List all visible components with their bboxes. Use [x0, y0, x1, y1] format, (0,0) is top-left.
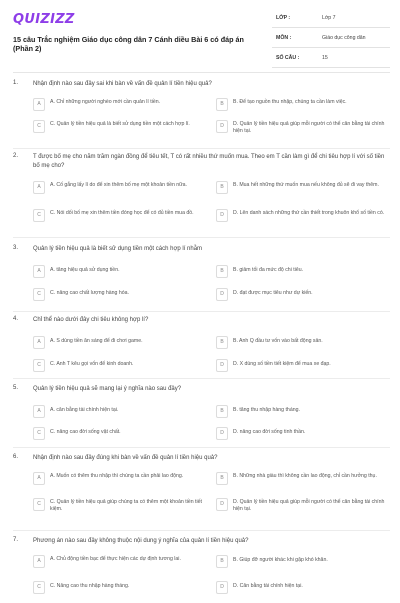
question-text: Nhận định nào sau đây đúng khi bàn về vấn đề quản lí tiền hiệu quả? — [33, 455, 218, 461]
meta-row-class — [272, 8, 390, 28]
option-badge: A — [33, 265, 45, 278]
question-divider — [13, 148, 390, 149]
option-badge: A — [33, 98, 45, 111]
option-text: B. Anh Q đầu tư vốn vào bất động sản. — [233, 338, 323, 344]
option-a[interactable] — [33, 555, 203, 577]
option-d[interactable] — [216, 427, 386, 449]
meta-table — [272, 8, 390, 68]
option-c[interactable] — [33, 288, 203, 310]
option-text: A. tăng hiệu quả sử dụng tiền. — [50, 267, 120, 273]
question-divider — [13, 447, 390, 448]
option-text: D. đạt được mục tiêu như dự kiến. — [233, 290, 313, 296]
option-badge: C — [33, 120, 45, 133]
option-b[interactable] — [216, 98, 386, 120]
option-a[interactable] — [33, 265, 203, 287]
option-b[interactable] — [216, 336, 386, 358]
option-badge: A — [33, 555, 45, 568]
option-badge: D — [216, 209, 228, 222]
option-c[interactable] — [33, 498, 203, 520]
option-text: D. X dùng số tiền tiết kiệm để mua xe đạp. — [233, 361, 331, 367]
question-divider — [13, 530, 390, 531]
option-text: D. Lên danh sách những thứ cần thiết trong khuôn khổ số tiền có. — [233, 210, 385, 216]
option-badge: C — [33, 359, 45, 372]
option-text: A. cân bằng tài chính hiện tại. — [50, 407, 119, 413]
option-text: A. Cố gắng lấy lí do để xin thêm bố mẹ một khoản tiền nữa. — [50, 182, 187, 188]
option-text: B. Mua hết những thứ muốn mua nếu không đủ sẽ đi vay thêm. — [233, 182, 379, 188]
option-badge: D — [216, 288, 228, 301]
meta-value: 15 — [322, 54, 328, 61]
option-badge: A — [33, 405, 45, 418]
option-d[interactable] — [216, 498, 386, 520]
option-badge: C — [33, 581, 45, 594]
option-text: C. Nói dối bố mẹ xin thêm tiền đóng học để có đủ tiền mua đồ. — [50, 210, 194, 216]
option-c[interactable] — [33, 120, 203, 142]
option-d[interactable] — [216, 288, 386, 310]
option-badge: B — [216, 181, 228, 194]
option-b[interactable] — [216, 265, 386, 287]
meta-value: Lớp 7 — [322, 14, 336, 21]
option-badge: C — [33, 288, 45, 301]
option-text: B. Những nhà giàu thì không cần lao động, chỉ cần hưởng thụ. — [233, 473, 377, 479]
option-text: D. Quản lý tiền hiệu quả giúp mỗi người có thể cân bằng tài chính hiện tại. — [233, 121, 385, 135]
question-divider — [13, 311, 390, 312]
question-number: 1. — [13, 80, 19, 86]
option-text: A. Chủ động tiền bạc để thực hiện các dự định tương lai. — [50, 556, 181, 562]
meta-key: SỐ CÂU : — [276, 54, 300, 61]
question-number: 4. — [13, 316, 19, 322]
option-badge: B — [216, 98, 228, 111]
option-b[interactable] — [216, 555, 386, 577]
option-text: B. giảm tối đa mức độ chi tiêu. — [233, 267, 304, 273]
meta-row-subject — [272, 28, 390, 48]
option-text: C. Anh T kêu gọi vốn để kinh doanh. — [50, 361, 134, 367]
question-number: 2. — [13, 153, 19, 159]
option-badge: D — [216, 120, 228, 133]
question-number: 3. — [13, 245, 19, 251]
option-badge: B — [216, 555, 228, 568]
option-badge: B — [216, 472, 228, 485]
option-badge: D — [216, 359, 228, 372]
option-b[interactable] — [216, 181, 386, 203]
option-text: A. S dùng tiền ăn sáng để đi chơi game. — [50, 338, 143, 344]
option-a[interactable] — [33, 336, 203, 358]
question-number: 7. — [13, 537, 19, 543]
option-text: D. Cân bằng tài chính hiện tại. — [233, 583, 303, 589]
option-text: B. tăng thu nhập hàng tháng. — [233, 407, 300, 413]
option-c[interactable] — [33, 209, 203, 231]
option-text: C. nâng cao chất lượng hàng hóa. — [50, 290, 129, 296]
option-text: C. Nâng cao thu nhập hàng tháng. — [50, 583, 130, 589]
worksheet-header — [0, 0, 400, 72]
option-text: B. Giúp đỡ người khác khi gặp khó khăn. — [233, 557, 328, 563]
option-text: C. Quản lý tiền hiệu quả giúp chúng ta có thêm một khoản tiền tiết kiệm. — [50, 499, 202, 513]
option-badge: C — [33, 498, 45, 511]
question-text: T được bố mẹ cho năm trăm ngàn đồng để tiêu tết, T có rất nhiều thứ muốn mua. Theo em T cần làm gì để chi tiêu hợp lí với số tiền bố mẹ cho? — [33, 154, 385, 169]
option-badge: C — [33, 209, 45, 222]
meta-value: Giáo dục công dân — [322, 34, 366, 41]
option-text: A. Chỉ những người nghèo mới cần quản lí tiền. — [50, 99, 161, 105]
option-badge: A — [33, 472, 45, 485]
option-text: B. Để tạo nguồn thu nhập, chúng ta cần làm việc. — [233, 99, 347, 105]
meta-key: MÔN : — [276, 34, 292, 41]
question-text: Phương án nào sau đây không thuộc nội dung ý nghĩa của quản lí tiền hiệu quả? — [33, 538, 249, 544]
option-d[interactable] — [216, 209, 386, 231]
option-a[interactable] — [33, 98, 203, 120]
option-badge: A — [33, 181, 45, 194]
option-text: C. nâng cao đời sống vật chất. — [50, 429, 121, 435]
option-badge: B — [216, 265, 228, 278]
option-a[interactable] — [33, 472, 203, 494]
quizizz-logo: QUIZIZZ — [13, 12, 75, 27]
option-badge: B — [216, 405, 228, 418]
option-badge: D — [216, 498, 228, 511]
option-d[interactable] — [216, 120, 386, 142]
question-text: Nhận định nào sau đây sai khi bàn về vấn đề quản lí tiền hiệu quả? — [33, 81, 212, 87]
option-badge: D — [216, 427, 228, 440]
option-text: A. Muốn có thêm thu nhập thì chúng ta cần phải lao động. — [50, 473, 184, 479]
option-a[interactable] — [33, 181, 203, 203]
worksheet-title: 15 câu Trắc nghiệm Giáo dục công dân 7 Cánh diều Bài 6 có đáp án (Phần 2) — [13, 35, 244, 53]
option-b[interactable] — [216, 472, 386, 494]
option-badge: A — [33, 336, 45, 349]
option-b[interactable] — [216, 405, 386, 427]
question-number: 6. — [13, 454, 19, 460]
option-text: D. nâng cao đời sống tinh thần. — [233, 429, 306, 435]
meta-key: LỚP : — [276, 14, 291, 21]
option-a[interactable] — [33, 405, 203, 427]
option-c[interactable] — [33, 427, 203, 449]
option-badge: C — [33, 427, 45, 440]
meta-row-count — [272, 48, 390, 68]
option-text: D. Quản lý tiền hiệu quả giúp mỗi người có thể cân bằng tài chính hiện tại. — [233, 499, 385, 513]
header-divider — [13, 72, 390, 73]
question-text: Quản lý tiền hiệu quả là biết sử dụng tiền một cách hợp lí nhằm — [33, 246, 203, 252]
option-text: C. Quản lý tiền hiệu quả là biết sử dụng tiền một cách hợp lí. — [50, 121, 190, 127]
option-badge: B — [216, 336, 228, 349]
question-number: 5. — [13, 385, 19, 391]
question-text: Quản lý tiền hiệu quả sẽ mang lại ý nghĩa nào sau đây? — [33, 386, 182, 392]
option-badge: D — [216, 581, 228, 594]
question-text: Chỉ thể nào dưới đây chi tiêu không hợp lí? — [33, 317, 149, 323]
question-divider — [13, 237, 390, 238]
question-divider — [13, 378, 390, 379]
